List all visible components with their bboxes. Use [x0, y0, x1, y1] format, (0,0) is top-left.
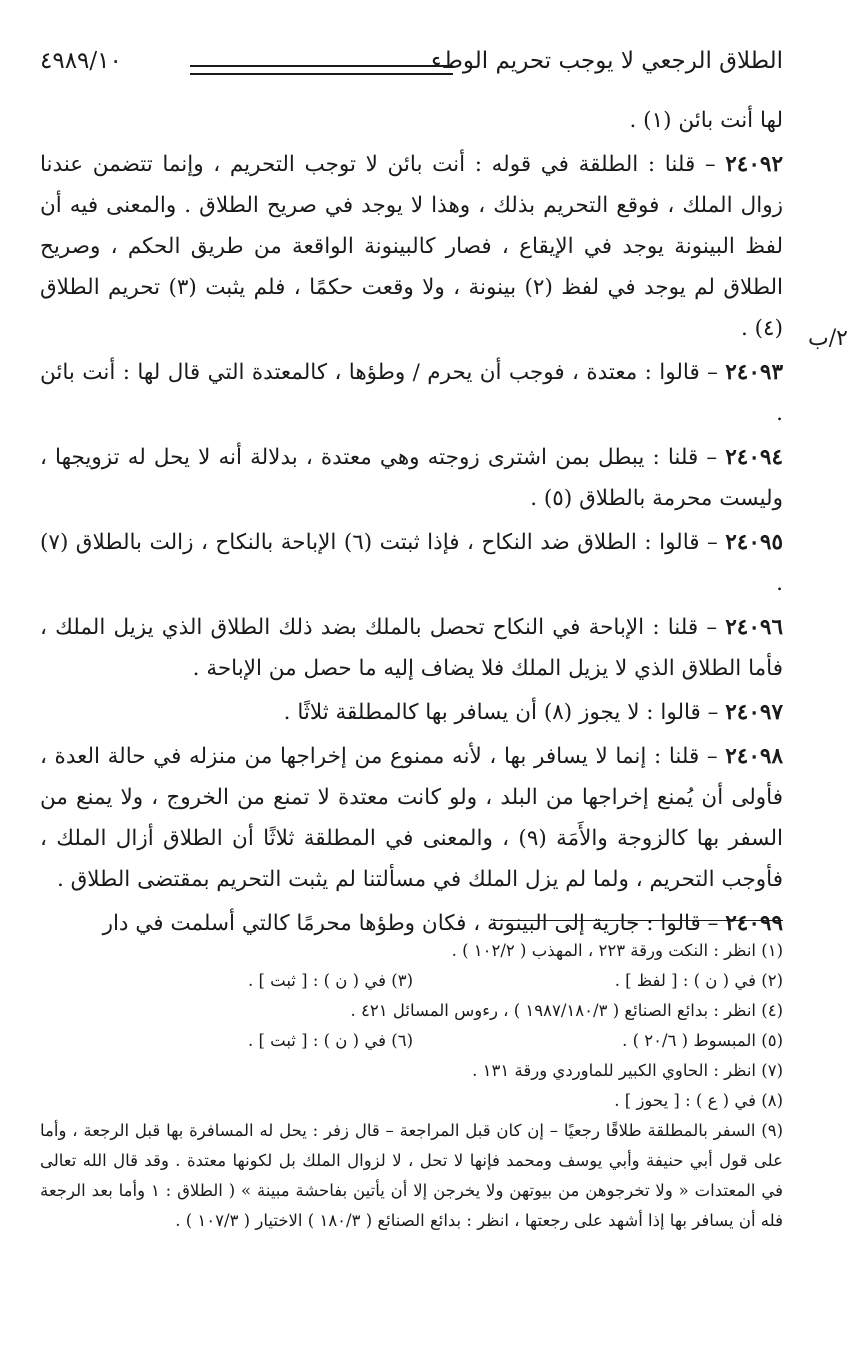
paragraph [40, 522, 783, 604]
paragraph-text: – قالوا : لا يجوز (٨) أن يسافر بها كالمطلقة ثلاثًا . [283, 700, 726, 725]
footnote-7: (٧) انظر : الحاوي الكبير للماوردي ورقة ١٣١ . [472, 1061, 783, 1080]
footnotes [40, 936, 783, 1236]
footnote-separator [493, 920, 783, 921]
paragraph-text: – قلنا : إنما لا يسافر بها ، لأنه ممنوع من إخراجها من منزله في حالة العدة ، فأولى أن يُمنع إخراجها من البلد ، ولو كانت معتدة لا تمنع من الخروج ، ولا يمنع من السفر بها كالزوجة والأَمَة (٩) ، والمعنى في المطلقة ثلاثًا أن الطلاق أزال الملك ، فأوجب التحريم ، ولما لم يزل الملك في مسألتنا لم يثبت التحريم بمقتضى الطلاق . [40, 744, 783, 892]
header-reference-number: ٤٩٨٩/١٠ [40, 48, 122, 74]
header-title: الطلاق الرجعي لا يوجب تحريم الوطء [430, 48, 783, 74]
paragraph [40, 144, 783, 349]
paragraph-number: ٢٤٠٩٥ [725, 530, 783, 555]
paragraph-number: ٢٤٠٩٨ [725, 744, 783, 769]
paragraph-text: – قلنا : الطلقة في قوله : أنت بائن لا توجب التحريم ، وإنما تتضمن عندنا زوال الملك ، فوقع التحريم بذلك ، وهذا لا يوجد في صريح الطلاق . والمعنى فيه أن لفظ البينونة يوجد في الإيقاع ، فصار كالبينونة الواقعة من طريق الحكم ، وصريح الطلاق لم يوجد في لفظ (٢) بينونة ، ولا وقعت حكمًا ، فلم يثبت (٣) تحريم الطلاق (٤) . [40, 152, 783, 341]
paragraph-text: – قالوا : الطلاق ضد النكاح ، فإذا ثبتت (٦) الإباحة بالنكاح ، زالت بالطلاق (٧) . [40, 530, 783, 596]
paragraph [40, 692, 783, 733]
paragraph [40, 100, 783, 141]
paragraph-text: – قالوا : معتدة ، فوجب أن يحرم / وطؤها ، كالمعتدة التي قال لها : أنت بائن . [40, 360, 783, 426]
paragraph-text: – قلنا : الإباحة في النكاح تحصل بالملك بضد ذلك الطلاق الذي يزيل الملك ، فأما الطلاق الذي لا يزيل الملك فلا يضاف إليه ما حصل من الإباحة . [40, 615, 783, 681]
footnote-5: (٥) المبسوط ( ٢٠/٦ ) . [622, 1031, 783, 1050]
paragraph-text: – قالوا : جارية إلى البينونة ، فكان وطؤها محرمًا كالتي أسلمت في دار [102, 911, 726, 936]
paragraph-text: – قلنا : يبطل بمن اشترى زوجته وهي معتدة ، بدلالة أنه لا يحل له تزويجها ، وليست محرمة بالطلاق (٥) . [40, 445, 783, 511]
paragraph [40, 352, 783, 434]
paragraph [40, 736, 783, 900]
main-text [40, 100, 783, 947]
paragraph-number: ٢٤٠٩٤ [725, 445, 783, 470]
paragraph-number: ٢٤٠٩٩ [725, 911, 783, 936]
footnote-2: (٢) في ( ن ) : [ لفظ ] . [614, 971, 783, 990]
footnote-3: (٣) في ( ن ) : [ ثبت ] . [247, 971, 413, 990]
footnote-row [40, 966, 783, 996]
footnote-9: (٩) السفر بالمطلقة طلاقًا رجعيًا – إن كان قبل المراجعة – قال زفر : يحل له المسافرة بها قبل الرجعة ، وأما على قول أبي حنيفة وأبي يوسف ومحمد فإنها لا تحل ، لا لزوال الملك بل لكونها معتدة . وقد قال الله تعالى في المعتدات « ولا تخرجوهن من بيوتهن ولا يخرجن إلا أن يأتين بفاحشة مبينة » ( الطلاق : ١ وأما بعد الرجعة فله أن يسافر بها إذا أشهد على رجعتها ، انظر : بدائع الصنائع ( ١٨٠/٣ ) الاختيار ( ١٠٧/٣ ) . [40, 1121, 783, 1230]
footnote-8: (٨) في ( ع ) : [ يحوز ] . [614, 1091, 783, 1110]
paragraph [40, 607, 783, 689]
paragraph-number: ٢٤٠٩٣ [725, 360, 783, 385]
paragraph [40, 437, 783, 519]
paragraph-number: ٢٤٠٩٦ [725, 615, 783, 640]
paragraph-number: ٢٤٠٩٧ [725, 700, 783, 725]
footnote-row [40, 1026, 783, 1056]
paragraph-text: لها أنت بائن (١) . [629, 108, 783, 133]
footnote-4: (٤) انظر : بدائع الصنائع ( ١٩٨٧/١٨٠/٣ ) ، رءوس المسائل ٤٢١ . [350, 1001, 783, 1020]
header-double-rule [190, 65, 453, 75]
footnote-6: (٦) في ( ن ) : [ ثبت ] . [247, 1031, 413, 1050]
paragraph-number: ٢٤٠٩٢ [725, 152, 783, 177]
footnote-1: (١) انظر : النكت ورقة ٢٢٣ ، المهذب ( ١٠٢/٢ ) . [451, 941, 783, 960]
running-header [40, 48, 783, 82]
manuscript-folio-marker: ٢/ب [808, 326, 848, 351]
